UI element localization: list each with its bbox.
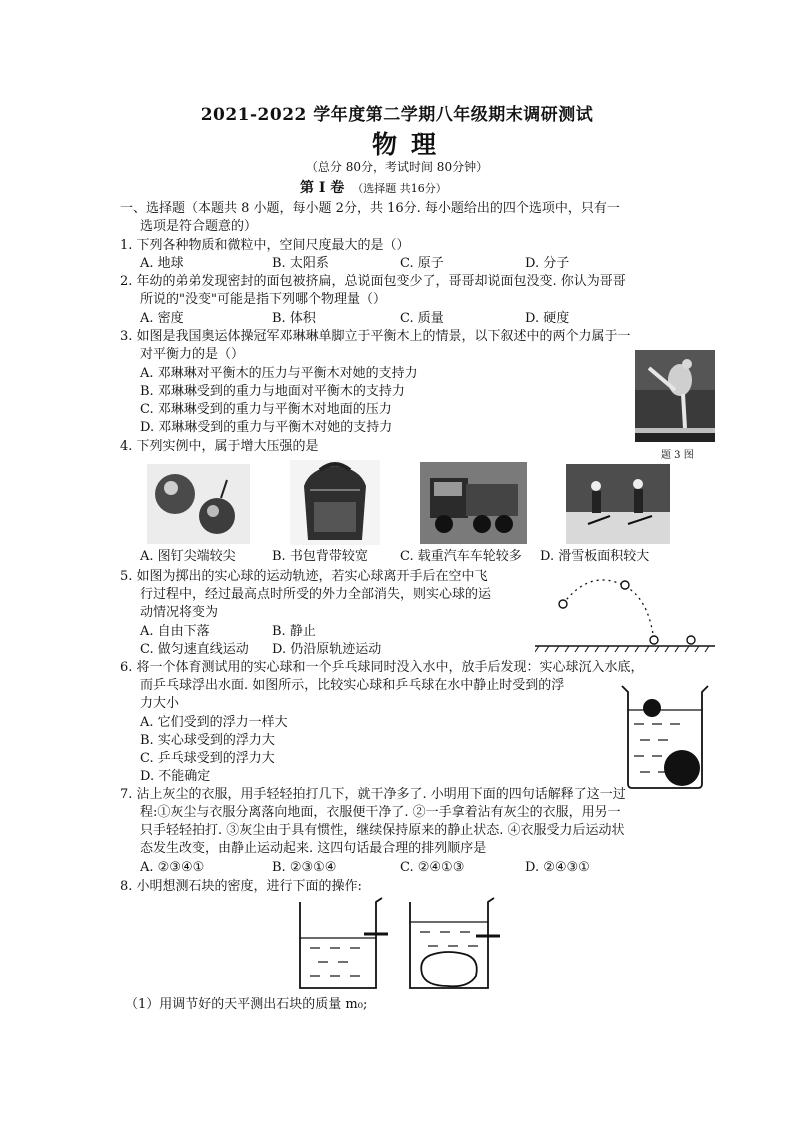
exam-title: 2021-2022 学年度第二学期八年级期末调研测试 xyxy=(200,105,594,125)
q7-option-d: D. ②④③① xyxy=(525,860,590,875)
q5-option-d: D. 仍沿原轨迹运动 xyxy=(272,642,382,657)
q2-line1: 2. 年幼的弟弟发现密封的面包被挤扁，总说面包变少了，哥哥却说面包没变. 你认为哥哥 xyxy=(120,274,626,289)
q5-line2: 行过程中，经过最高点时所受的外力全部消失，则实心球的运 xyxy=(140,587,492,602)
q6-line2: 而乒乓球浮出水面. 如图所示，比较实心球和乒乓球在水中静止时受到的浮 xyxy=(140,678,565,693)
backpack-photo xyxy=(290,460,380,545)
q8-stem: 8. 小明想测石块的密度，进行下面的操作: xyxy=(120,879,362,894)
section-heading: 第 I 卷 （选择题 共16分） xyxy=(300,180,447,196)
q4-option-c: C. 载重汽车车轮较多 xyxy=(400,549,522,564)
q5-option-a: A. 自由下落 xyxy=(140,624,210,639)
thumbtack-photo xyxy=(147,464,250,544)
exam-info: （总分 80分，考试时间 80分钟） xyxy=(305,160,489,174)
section1-line2: 选项是符合题意的） xyxy=(140,219,258,234)
q2-option-b: B. 体积 xyxy=(272,311,316,326)
q3-option-c: C. 邓琳琳受到的重力与平衡木对地面的压力 xyxy=(140,402,392,417)
gymnast-balance-beam-photo xyxy=(635,350,715,442)
q4-option-d: D. 滑雪板面积较大 xyxy=(540,549,650,564)
q6-option-a: A. 它们受到的浮力一样大 xyxy=(140,715,288,730)
beaker-water-diagram xyxy=(298,896,388,992)
q7-option-b: B. ②③①④ xyxy=(272,860,337,875)
q1-option-a: A. 地球 xyxy=(140,256,184,271)
q7-option-a: A. ②③④① xyxy=(140,860,205,875)
q5-line3: 动情况将变为 xyxy=(140,605,219,620)
q5-line1: 5. 如图为掷出的实心球的运动轨迹，若实心球离开手后在空中飞 xyxy=(120,569,488,584)
q1-option-d: D. 分子 xyxy=(525,256,570,271)
q5-option-c: C. 做匀速直线运动 xyxy=(140,642,249,657)
q6-line3: 力大小 xyxy=(140,696,180,711)
q1-stem: 1. 下列各种物质和微粒中，空间尺度最大的是（） xyxy=(120,238,410,253)
skiers-photo xyxy=(566,464,670,544)
q3-line1: 3. 如图是我国奥运体操冠军邓琳琳单脚立于平衡木上的情景，以下叙述中的两个力属于一 xyxy=(120,329,631,344)
q4-option-b: B. 书包背带较宽 xyxy=(272,549,368,564)
q7-line4: 态发生改变，由静止运动起来. 这四句话最合理的排列顺序是 xyxy=(140,841,487,856)
q3-option-a: A. 邓琳琳对平衡木的压力与平衡木对她的支持力 xyxy=(140,366,418,381)
q7-line1: 7. 沾上灰尘的衣服，用手轻轻拍打几下，就干净多了. 小明用下面的四句话解释了这一过 xyxy=(120,787,626,802)
q8-step1: （1）用调节好的天平测出石块的质量 m₀; xyxy=(125,997,368,1012)
q7-line3: 只手轻轻拍打. ③灰尘由于具有惯性，继续保持原来的静止状态. ④衣服受力后运动状 xyxy=(140,823,625,838)
beaker-balls-diagram xyxy=(618,684,712,790)
q6-line1: 6. 将一个体育测试用的实心球和一个乒乓球同时没入水中，放手后发现：实心球沉入水底， xyxy=(120,660,644,675)
section1-line1: 一、选择题（本题共 8 小题，每小题 2分，共 16分. 每小题给出的四个选项中，只有一 xyxy=(120,201,620,216)
q1-option-c: C. 原子 xyxy=(400,256,444,271)
q6-option-d: D. 不能确定 xyxy=(140,769,211,784)
subject-title: 物理 xyxy=(371,130,450,159)
ball-trajectory-diagram xyxy=(535,570,715,656)
q2-option-c: C. 质量 xyxy=(400,311,444,326)
q3-line2: 对平衡力的是（） xyxy=(140,347,245,362)
q6-option-c: C. 乒乓球受到的浮力大 xyxy=(140,751,275,766)
q4-option-a: A. 图钉尖端较尖 xyxy=(140,549,236,564)
q7-line2: 程:①灰尘与衣服分离落向地面，衣服便干净了. ②一手拿着沾有灰尘的衣服，用另一 xyxy=(140,805,621,820)
q4-stem: 4. 下列实例中，属于增大压强的是 xyxy=(120,439,319,454)
truck-photo xyxy=(420,462,527,544)
q3-option-d: D. 邓琳琳受到的重力与平衡木对她的支持力 xyxy=(140,420,393,435)
q5-option-b: B. 静止 xyxy=(272,624,316,639)
q7-option-c: C. ②④①③ xyxy=(400,860,465,875)
q2-line2: 所说的"没变"可能是指下列哪个物理量（） xyxy=(140,292,386,307)
q3-figure-caption: 题 3 图 xyxy=(661,450,694,461)
q2-option-d: D. 硬度 xyxy=(525,311,570,326)
q2-option-a: A. 密度 xyxy=(140,311,184,326)
q1-option-b: B. 太阳系 xyxy=(272,256,329,271)
q6-option-b: B. 实心球受到的浮力大 xyxy=(140,733,275,748)
q3-option-b: B. 邓琳琳受到的重力与地面对平衡木的支持力 xyxy=(140,384,405,399)
beaker-stone-diagram xyxy=(408,896,500,992)
